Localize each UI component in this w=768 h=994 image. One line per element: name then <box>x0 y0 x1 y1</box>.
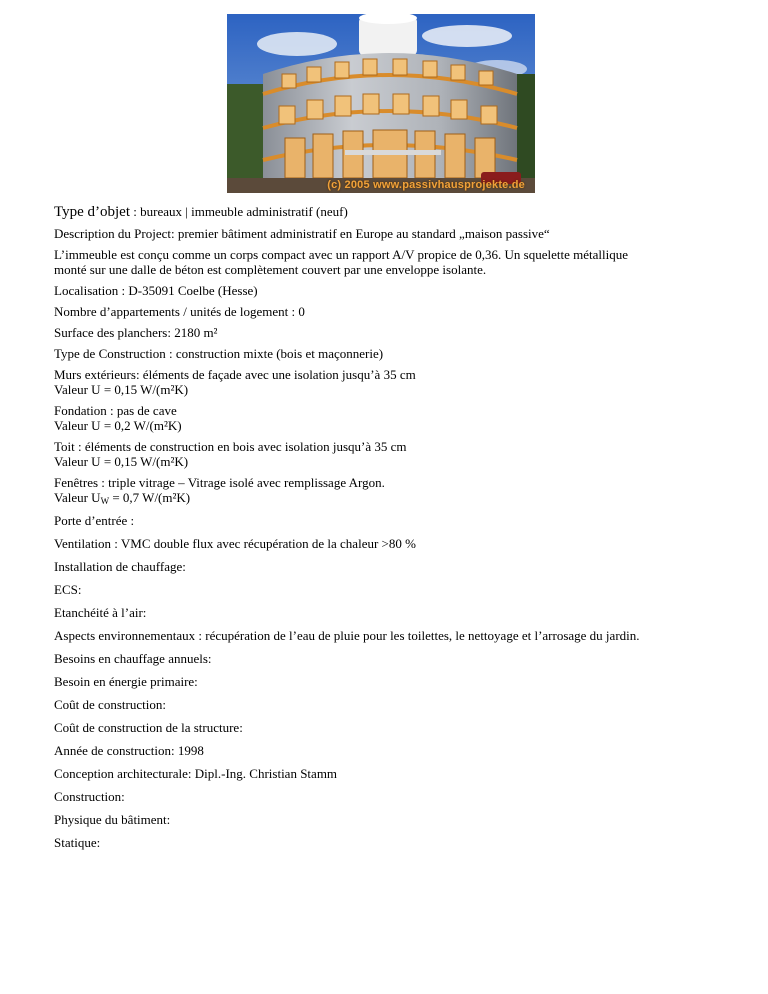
field-type-objet <box>54 204 734 220</box>
field-fenetres <box>54 475 734 505</box>
field-localisation: Localisation : D-35091 Coelbe (Hesse) <box>54 283 258 298</box>
field-type-construction: Type de Construction : construction mixte (bois et maçonnerie) <box>54 346 384 361</box>
intro-line-1: L’immeuble est conçu comme un corps compact avec un rapport A/V propice de 0,36. Un squelette métallique <box>54 247 628 262</box>
field-description: Description du Project: premier bâtiment administratif en Europe au standard „maison passive“ <box>54 226 550 241</box>
murs-line-1: Murs extérieurs: éléments de façade avec une isolation jusqu’à 35 cm <box>54 367 416 382</box>
field-toit <box>54 439 734 469</box>
field-porte: Porte d’entrée : <box>54 513 135 528</box>
toit-line-2: Valeur U = 0,15 W/(m²K) <box>54 454 189 469</box>
field-ventilation: Ventilation : VMC double flux avec récupération de la chaleur >80 % <box>54 536 416 551</box>
type-objet-value: : bureaux | immeuble administratif (neuf) <box>130 204 348 219</box>
field-besoins: Besoins en chauffage annuels: <box>54 651 212 666</box>
fondation-line-2: Valeur U = 0,2 W/(m²K) <box>54 418 182 433</box>
field-chauffage: Installation de chauffage: <box>54 559 186 574</box>
field-appartements: Nombre d’appartements / unités de logement : 0 <box>54 304 305 319</box>
field-statique: Statique: <box>54 835 101 850</box>
field-annee: Année de construction: 1998 <box>54 743 204 758</box>
building-photo <box>227 14 535 193</box>
field-intro <box>54 247 734 277</box>
murs-line-2: Valeur U = 0,15 W/(m²K) <box>54 382 189 397</box>
field-aspects: Aspects environnementaux : récupération de l’eau de pluie pour les toilettes, le nettoyage et l’arrosage du jardin. <box>54 628 640 643</box>
field-construction: Construction: <box>54 789 125 804</box>
fenetres-subscript: W <box>100 496 110 506</box>
fenetres-valeur-label: Valeur U <box>54 490 101 505</box>
fenetres-line-1: Fenêtres : triple vitrage – Vitrage isolé avec remplissage Argon. <box>54 475 385 490</box>
field-etancheite: Etanchéité à l’air: <box>54 605 147 620</box>
field-physique: Physique du bâtiment: <box>54 812 171 827</box>
field-fondation <box>54 403 734 433</box>
fondation-line-1: Fondation : pas de cave <box>54 403 177 418</box>
field-murs <box>54 367 734 397</box>
field-cout: Coût de construction: <box>54 697 166 712</box>
fenetres-line-2 <box>54 490 734 505</box>
fenetres-value: = 0,7 W/(m²K) <box>109 490 191 505</box>
field-ecs: ECS: <box>54 582 82 597</box>
intro-line-2: monté sur une dalle de béton est complètement couvert par une enveloppe isolante. <box>54 262 487 277</box>
toit-line-1: Toit : éléments de construction en bois avec isolation jusqu’à 35 cm <box>54 439 407 454</box>
field-energie: Besoin en énergie primaire: <box>54 674 198 689</box>
watermark-text: (c) 2005 www.passivhausprojekte.de <box>327 179 525 191</box>
field-cout-structure: Coût de construction de la structure: <box>54 720 243 735</box>
field-conception: Conception architecturale: Dipl.-Ing. Christian Stamm <box>54 766 338 781</box>
type-objet-label: Type d’objet <box>54 204 131 220</box>
field-surface: Surface des planchers: 2180 m² <box>54 325 218 340</box>
document-body <box>54 204 734 856</box>
